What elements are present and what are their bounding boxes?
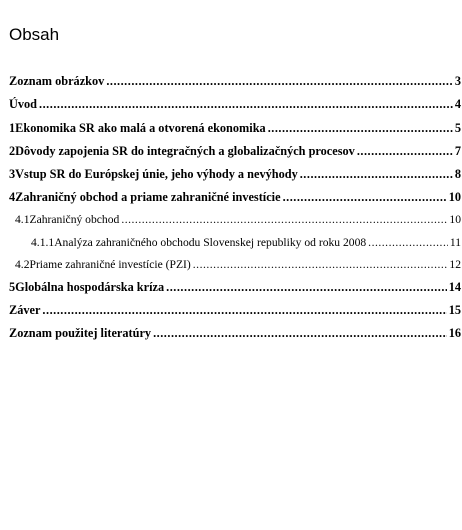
toc-entry-page: 10: [449, 213, 461, 226]
toc-entry-title: Zoznam obrázkov: [9, 74, 105, 88]
dot-leader: [39, 97, 453, 112]
toc-entry-page: 15: [448, 303, 461, 317]
toc-entry-page: 14: [448, 280, 461, 294]
toc-entry-page: 12: [449, 258, 461, 271]
toc-entry-page: 5: [454, 121, 461, 135]
toc-entry-title: Vstup SR do Európskej únie, jeho výhody a nevýhody: [15, 167, 298, 181]
toc-entry-title: Analýza zahraničného obchodu Slovenskej republiky od roku 2008: [54, 236, 367, 249]
toc-entry-section-4-1-1[interactable]: [31, 236, 461, 249]
dot-leader: [153, 326, 447, 341]
dot-leader: [357, 144, 453, 159]
toc-entry-page: 11: [449, 236, 461, 249]
dot-leader: [121, 213, 447, 226]
toc-entry-page: 8: [454, 167, 461, 181]
toc-entry-chapter-5[interactable]: [9, 280, 461, 295]
dot-leader: [106, 74, 453, 89]
toc-entry-zoznam-obrazkov[interactable]: [9, 74, 461, 89]
dot-leader: [166, 280, 447, 295]
toc-entry-page: 7: [454, 144, 461, 158]
toc-entry-title: Zoznam použitej literatúry: [9, 326, 152, 340]
toc-entry-page: 3: [454, 74, 461, 88]
toc-entry-uvod[interactable]: [9, 97, 461, 112]
toc-entry-number: 5: [9, 280, 16, 294]
toc-entry-title: Ekonomika SR ako malá a otvorená ekonomika: [15, 121, 266, 135]
toc-entry-title: Záver: [9, 303, 41, 317]
toc-entry-title: Zahraničný obchod a priame zahraničné investície: [15, 190, 281, 204]
toc-entry-number: 3: [9, 167, 16, 181]
toc-entry-number: 4: [9, 190, 16, 204]
toc-entry-section-4-1[interactable]: [15, 213, 461, 226]
dot-leader: [193, 258, 448, 271]
toc-entry-zaver[interactable]: [9, 303, 461, 318]
toc-entry-number: 4.2: [15, 258, 30, 271]
toc-entry-number: 1: [9, 121, 16, 135]
toc-entry-number: 2: [9, 144, 16, 158]
toc-entry-title: Úvod: [9, 97, 38, 111]
toc-entry-number: 4.1.1: [31, 236, 55, 249]
toc-entry-title: Dôvody zapojenia SR do integračných a globalizačných procesov: [15, 144, 355, 158]
dot-leader: [300, 167, 453, 182]
toc-entry-title: Priame zahraničné investície (PZI): [29, 258, 191, 271]
toc-heading: Obsah: [9, 25, 60, 44]
toc-entry-chapter-4[interactable]: [9, 190, 461, 205]
dot-leader: [283, 190, 447, 205]
toc-entry-page: 4: [454, 97, 461, 111]
toc-entry-number: 4.1: [15, 213, 30, 226]
toc-entry-title: Zahraničný obchod: [29, 213, 120, 226]
toc-entry-chapter-2[interactable]: [9, 144, 461, 159]
dot-leader: [368, 236, 448, 249]
toc-entry-chapter-1[interactable]: [9, 121, 461, 136]
toc-entry-page: 10: [448, 190, 461, 204]
dot-leader: [268, 121, 453, 136]
toc-entry-chapter-3[interactable]: [9, 167, 461, 182]
toc-entry-page: 16: [448, 326, 461, 340]
toc-entry-section-4-2[interactable]: [15, 258, 461, 271]
toc-entry-title: Globálna hospodárska kríza: [15, 280, 165, 294]
dot-leader: [42, 303, 446, 318]
toc-entry-literatura[interactable]: [9, 326, 461, 341]
